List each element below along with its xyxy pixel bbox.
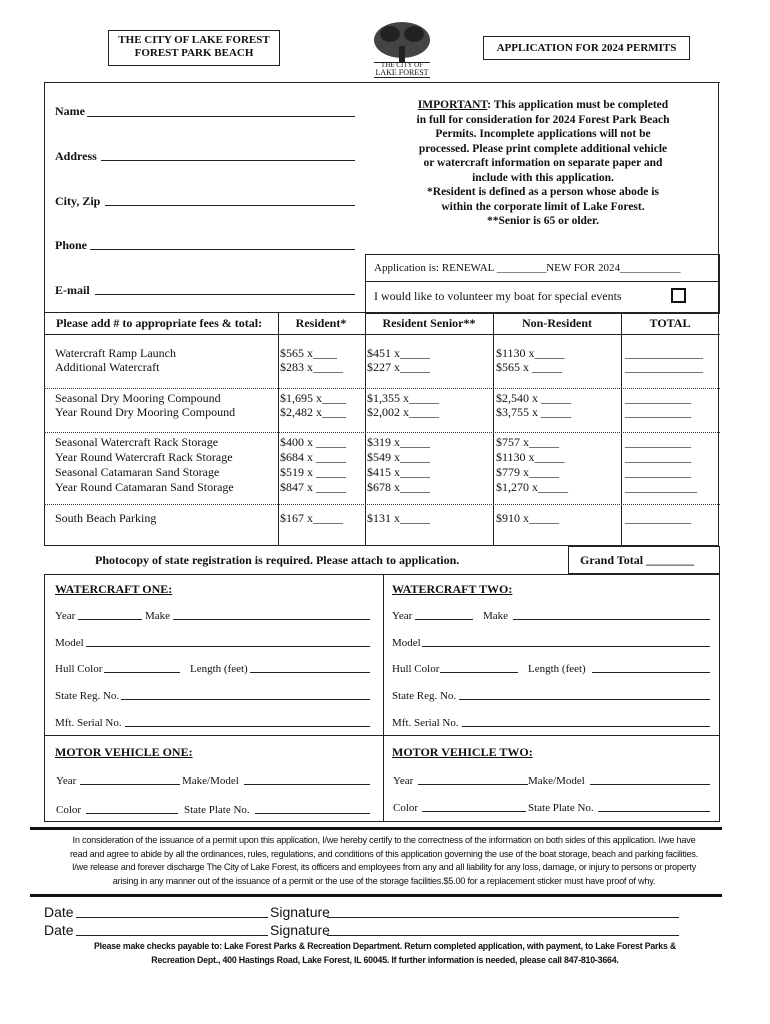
wc1-model-label: Model bbox=[55, 637, 84, 649]
fee-total[interactable]: _____________ bbox=[625, 346, 703, 360]
mv1-plate-label: State Plate No. bbox=[184, 804, 250, 816]
fee-senior[interactable]: $1,355 x_____ bbox=[367, 391, 439, 405]
fee-senior[interactable]: $678 x_____ bbox=[367, 480, 430, 494]
mv2-color-field[interactable] bbox=[422, 811, 526, 812]
fees-header-instr: Please add # to appropriate fees & total: bbox=[56, 316, 263, 330]
cert-rule-top bbox=[30, 827, 722, 830]
mv2-color-label: Color bbox=[393, 802, 419, 814]
application-type[interactable]: Application is: RENEWAL _________NEW FOR 2024___________ bbox=[374, 262, 681, 274]
fee-item: Seasonal Dry Mooring Compound bbox=[55, 391, 221, 405]
mv1-makemodel-field[interactable] bbox=[244, 784, 370, 785]
wc1-hull-field[interactable] bbox=[104, 672, 180, 673]
fee-item: Year Round Watercraft Rack Storage bbox=[55, 450, 233, 464]
wc2-serial-label: Mft. Serial No. bbox=[392, 717, 459, 729]
important-line: in full for consideration for 2024 Forest Park Beach bbox=[416, 113, 670, 126]
wc1-reg-field[interactable] bbox=[121, 699, 370, 700]
important-line: : This application must be completed bbox=[487, 99, 669, 111]
fee-resident[interactable]: $283 x_____ bbox=[280, 360, 343, 374]
fee-total[interactable]: ___________ bbox=[625, 435, 691, 449]
footer-text bbox=[30, 940, 740, 967]
wc1-reg-label: State Reg. No. bbox=[55, 690, 120, 702]
email-field[interactable] bbox=[95, 294, 355, 295]
certification-line: arising in any manner out of the issuance of a permit or the use of the storage facilities.$5.00 for a replacement sticker must have proof of why. bbox=[112, 875, 656, 886]
fee-resident[interactable]: $167 x_____ bbox=[280, 511, 343, 525]
wc2-hull-field[interactable] bbox=[440, 672, 518, 673]
fee-nonres[interactable]: $1,270 x_____ bbox=[496, 480, 568, 494]
phone-field[interactable] bbox=[90, 249, 355, 250]
volunteer-label: I would like to volunteer my boat for special events bbox=[374, 289, 622, 303]
wc2-model-field[interactable] bbox=[422, 646, 710, 647]
wc1-length-label: Length (feet) bbox=[190, 663, 248, 675]
wc1-serial-field[interactable] bbox=[125, 726, 370, 727]
watercraft-one-title: WATERCRAFT ONE: bbox=[55, 582, 173, 596]
certification-line: In consideration of the issuance of a permit upon this application, I/we hereby certify to the correctness of the information on both sides of this application. I/we have bbox=[72, 835, 696, 845]
app-title: APPLICATION FOR 2024 PERMITS bbox=[496, 42, 677, 54]
fee-senior[interactable]: $319 x_____ bbox=[367, 435, 430, 449]
org-line1: THE CITY OF LAKE FOREST bbox=[118, 34, 270, 46]
date-field-2[interactable] bbox=[76, 935, 268, 936]
mv2-makemodel-field[interactable] bbox=[590, 784, 710, 785]
signature-field-2[interactable] bbox=[327, 935, 679, 936]
fee-total[interactable]: ____________ bbox=[625, 480, 697, 494]
motor-one-title: MOTOR VEHICLE ONE: bbox=[55, 745, 193, 759]
mv1-color-field[interactable] bbox=[86, 813, 178, 814]
wc1-year-field[interactable] bbox=[78, 619, 142, 620]
footer-line: Please make checks payable to: Lake Forest Parks & Recreation Department. Return completed application, with payment, to Lake Forest Parks & bbox=[93, 941, 677, 951]
wc2-serial-field[interactable] bbox=[462, 726, 710, 727]
fee-resident[interactable]: $1,695 x____ bbox=[280, 391, 346, 405]
important-notice bbox=[368, 98, 718, 229]
fee-total[interactable]: _____________ bbox=[625, 360, 703, 374]
logo-text-1: THE CITY OF bbox=[380, 61, 424, 69]
grand-total[interactable]: Grand Total ________ bbox=[580, 553, 695, 567]
mv1-year-field[interactable] bbox=[80, 784, 180, 785]
wc2-reg-label: State Reg. No. bbox=[392, 690, 457, 702]
wc2-make-field[interactable] bbox=[513, 619, 710, 620]
fee-senior[interactable]: $131 x_____ bbox=[367, 511, 430, 525]
fee-senior[interactable]: $415 x_____ bbox=[367, 465, 430, 479]
fee-item: Seasonal Catamaran Sand Storage bbox=[55, 465, 220, 479]
fee-resident[interactable]: $684 x _____ bbox=[280, 450, 346, 464]
date-label-2: Date bbox=[44, 922, 74, 938]
fee-item: South Beach Parking bbox=[55, 511, 157, 525]
wc1-make-field[interactable] bbox=[173, 619, 370, 620]
fee-senior[interactable]: $227 x_____ bbox=[367, 360, 430, 374]
fee-resident[interactable]: $565 x____ bbox=[280, 346, 337, 360]
mv2-makemodel-label: Make/Model bbox=[528, 775, 585, 787]
fee-item: Additional Watercraft bbox=[55, 360, 160, 374]
fee-nonres[interactable]: $757 x_____ bbox=[496, 435, 559, 449]
certification-line: I/we release and forever discharge The City of Lake Forest, its officers and employees from any and all liability for any loss, damage, or injury to persons or property bbox=[71, 862, 697, 872]
date-label-1: Date bbox=[44, 904, 74, 920]
important-line: or watercraft information on separate paper and bbox=[423, 157, 663, 169]
cityzip-field[interactable] bbox=[105, 205, 355, 206]
fee-senior[interactable]: $451 x_____ bbox=[367, 346, 430, 360]
wc2-length-field[interactable] bbox=[592, 672, 710, 673]
address-field[interactable] bbox=[101, 160, 355, 161]
important-line: Permits. Incomplete applications will not be bbox=[435, 128, 651, 140]
mv2-plate-field[interactable] bbox=[598, 811, 710, 812]
email-label: E-mail bbox=[55, 283, 90, 297]
fee-resident[interactable]: $519 x _____ bbox=[280, 465, 346, 479]
fee-nonres[interactable]: $1130 x_____ bbox=[496, 450, 565, 464]
footer-line: Recreation Dept., 400 Hastings Road, Lake Forest, IL 60045. If further information is needed, please call 847-810-3664. bbox=[151, 954, 619, 965]
mv2-year-label: Year bbox=[393, 775, 414, 787]
wc2-year-label: Year bbox=[392, 610, 413, 622]
mv1-year-label: Year bbox=[56, 775, 77, 787]
watercraft-two-title: WATERCRAFT TWO: bbox=[392, 582, 513, 596]
fee-nonres[interactable]: $779 x_____ bbox=[496, 465, 559, 479]
fee-total[interactable]: ___________ bbox=[625, 405, 691, 419]
fee-total[interactable]: ___________ bbox=[625, 391, 691, 405]
fees-header-resident: Resident* bbox=[295, 316, 347, 330]
fee-resident[interactable]: $847 x _____ bbox=[280, 480, 346, 494]
wc2-year-field[interactable] bbox=[415, 619, 473, 620]
important-lead: IMPORTANT bbox=[417, 99, 488, 111]
org-line2: FOREST PARK BEACH bbox=[134, 47, 254, 59]
certification-text bbox=[36, 834, 732, 888]
wc2-model-label: Model bbox=[392, 637, 421, 649]
wc1-model-field[interactable] bbox=[86, 646, 370, 647]
wc1-make-label: Make bbox=[145, 610, 171, 622]
signature-label-2: Signature bbox=[270, 922, 330, 938]
registration-note: Photocopy of state registration is required. Please attach to application. bbox=[95, 553, 460, 567]
fees-header-total: TOTAL bbox=[649, 316, 691, 330]
fee-senior[interactable]: $549 x_____ bbox=[367, 450, 430, 464]
wc1-serial-label: Mft. Serial No. bbox=[55, 717, 122, 729]
fee-nonres[interactable]: $565 x _____ bbox=[496, 360, 562, 374]
mv1-plate-field[interactable] bbox=[255, 813, 370, 814]
cityzip-label: City, Zip bbox=[55, 194, 101, 208]
mv2-plate-label: State Plate No. bbox=[528, 802, 594, 814]
fee-senior[interactable]: $2,002 x_____ bbox=[367, 405, 439, 419]
wc1-hull-label: Hull Color bbox=[55, 663, 103, 675]
fee-nonres[interactable]: $1130 x_____ bbox=[496, 346, 565, 360]
mv2-year-field[interactable] bbox=[418, 784, 528, 785]
fee-resident[interactable]: $2,482 x____ bbox=[280, 405, 346, 419]
volunteer-checkbox[interactable] bbox=[671, 288, 686, 303]
fee-nonres[interactable]: $3,755 x _____ bbox=[496, 405, 571, 419]
fee-item: Year Round Dry Mooring Compound bbox=[55, 405, 236, 419]
cert-rule-bottom bbox=[30, 894, 722, 897]
important-line: include with this application. bbox=[472, 171, 614, 184]
wc2-hull-label: Hull Color bbox=[392, 663, 440, 675]
fees-header-senior: Resident Senior** bbox=[382, 316, 476, 330]
motor-two-title: MOTOR VEHICLE TWO: bbox=[392, 745, 533, 759]
fee-item: Year Round Catamaran Sand Storage bbox=[55, 480, 234, 494]
date-field-1[interactable] bbox=[76, 917, 268, 918]
logo-text-2: LAKE FOREST bbox=[375, 68, 429, 77]
signature-label-1: Signature bbox=[270, 904, 330, 920]
fee-resident[interactable]: $400 x _____ bbox=[280, 435, 346, 449]
name-label: Name bbox=[55, 104, 85, 118]
address-label: Address bbox=[55, 149, 97, 163]
fee-nonres[interactable]: $910 x_____ bbox=[496, 511, 559, 525]
phone-label: Phone bbox=[55, 238, 88, 252]
fee-item: Watercraft Ramp Launch bbox=[55, 346, 176, 360]
fee-total[interactable]: ___________ bbox=[625, 450, 691, 464]
wc1-year-label: Year bbox=[55, 610, 76, 622]
wc2-length-label: Length (feet) bbox=[528, 663, 586, 675]
wc2-make-label: Make bbox=[483, 610, 509, 622]
name-field[interactable] bbox=[87, 116, 355, 117]
wc1-length-field[interactable] bbox=[250, 672, 370, 673]
signature-field-1[interactable] bbox=[327, 917, 679, 918]
fee-item: Seasonal Watercraft Rack Storage bbox=[55, 435, 219, 449]
important-line: within the corporate limit of Lake Forest. bbox=[441, 200, 645, 213]
mv1-color-label: Color bbox=[56, 804, 82, 816]
important-line: *Resident is defined as a person whose abode is bbox=[427, 186, 659, 198]
fee-total[interactable]: ___________ bbox=[625, 465, 691, 479]
fees-header-nonres: Non-Resident bbox=[521, 316, 592, 330]
mv1-makemodel-label: Make/Model bbox=[182, 775, 239, 787]
important-line: **Senior is 65 or older. bbox=[487, 215, 599, 227]
fee-nonres[interactable]: $2,540 x _____ bbox=[496, 391, 571, 405]
wc2-reg-field[interactable] bbox=[459, 699, 710, 700]
fee-total[interactable]: ___________ bbox=[625, 511, 691, 525]
certification-line: read and agree to abide by all the ordinances, rules, regulations, and conditions of this application governing the use of the boat storage, beach and parking facilities. bbox=[69, 848, 699, 859]
important-line: processed. Please print complete additional vehicle bbox=[418, 142, 668, 155]
